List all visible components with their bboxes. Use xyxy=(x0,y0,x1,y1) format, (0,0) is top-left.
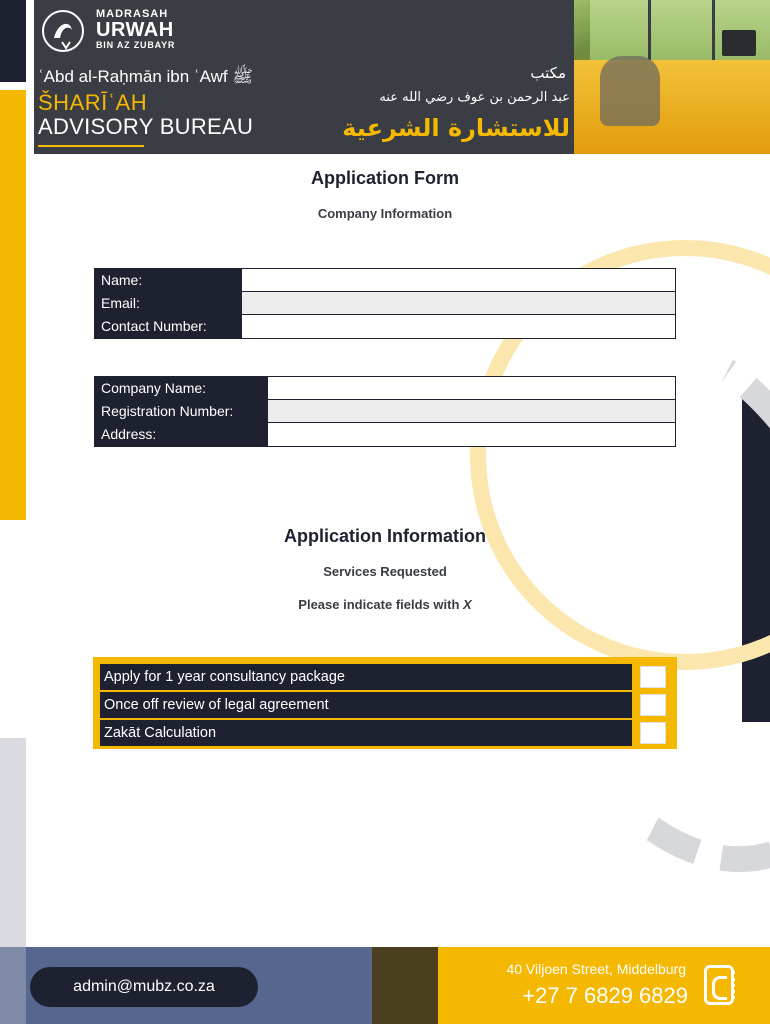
logo-line-2: URWAH xyxy=(96,19,174,41)
footer-email[interactable]: admin@mubz.co.za xyxy=(30,967,258,1007)
header-arabic-bureau: للاستشارة الشرعية xyxy=(342,114,570,142)
company-name-label: Company Name: xyxy=(95,377,267,399)
logo-line-1: MADRASAH xyxy=(96,8,169,20)
service-checkbox-consultancy[interactable] xyxy=(636,664,670,690)
left-dark-bar xyxy=(0,0,26,82)
footer-phone[interactable]: +27 7 6829 6829 xyxy=(522,983,688,1008)
header-underline xyxy=(38,145,144,147)
address-row xyxy=(95,423,675,446)
name-field[interactable] xyxy=(241,269,675,291)
service-row xyxy=(100,664,670,690)
company-name-field[interactable] xyxy=(267,377,675,399)
service-row xyxy=(100,692,670,718)
service-row xyxy=(100,720,670,746)
application-info-title: Application Information xyxy=(284,526,486,546)
personal-info-table xyxy=(94,268,676,339)
service-label: Zakāt Calculation xyxy=(100,720,632,746)
company-info-table xyxy=(94,376,676,447)
services-subtitle: Services Requested xyxy=(323,564,447,579)
company-name-row xyxy=(95,377,675,400)
service-checkbox-zakat[interactable] xyxy=(636,720,670,746)
service-checkbox-legal-review[interactable] xyxy=(636,692,670,718)
footer-olive-panel xyxy=(372,947,438,1024)
registration-row xyxy=(95,400,675,423)
service-label: Once off review of legal agreement xyxy=(100,692,632,718)
phone-book-icon-binding xyxy=(732,971,736,999)
contact-number-field[interactable] xyxy=(241,315,675,338)
name-row xyxy=(95,269,675,292)
left-gray-bar xyxy=(0,738,26,950)
address-field[interactable] xyxy=(267,423,675,446)
services-list xyxy=(93,657,677,749)
logo-line-3: BIN AZ ZUBAYR xyxy=(96,40,176,50)
checkbox-box xyxy=(640,666,666,688)
phone-book-icon xyxy=(704,965,734,1005)
header-advisory-bureau: ADVISORY BUREAU xyxy=(38,114,254,139)
registration-number-field[interactable] xyxy=(267,400,675,422)
address-label: Address: xyxy=(95,423,267,446)
header-arabic-dedication: عبد الرحمن بن عوف رضي الله عنه xyxy=(379,90,570,105)
company-info-subtitle: Company Information xyxy=(317,206,453,221)
footer-side-strip xyxy=(0,947,26,1024)
footer xyxy=(0,947,770,1024)
header-shariah: ŠHARĪʿAH xyxy=(38,90,148,115)
header-arabic-office: مكتب xyxy=(530,64,566,82)
header-dedication: ʿAbd al-Raḥmān ibn ʿAwf ﷺ xyxy=(38,67,253,86)
instruction-mark: X xyxy=(463,597,472,612)
instruction-text xyxy=(0,597,770,612)
name-label: Name: xyxy=(95,269,241,291)
logo-emblem-icon xyxy=(40,8,86,54)
page-title: Application Form xyxy=(311,168,459,188)
checkbox-box xyxy=(640,694,666,716)
instruction-label: Please indicate fields with xyxy=(298,597,460,612)
registration-label: Registration Number: xyxy=(95,400,267,422)
office-photo-laptop xyxy=(722,30,756,56)
contact-row xyxy=(95,315,675,338)
service-label: Apply for 1 year consultancy package xyxy=(100,664,632,690)
email-row xyxy=(95,292,675,315)
email-label: Email: xyxy=(95,292,241,314)
contact-label: Contact Number: xyxy=(95,315,241,338)
email-field[interactable] xyxy=(241,292,675,314)
left-yellow-bar xyxy=(0,90,26,520)
logo-wordmark xyxy=(96,8,175,51)
office-photo-chair xyxy=(600,56,660,126)
footer-address: 40 Viljoen Street, Middelburg xyxy=(506,961,686,977)
checkbox-box xyxy=(640,722,666,744)
